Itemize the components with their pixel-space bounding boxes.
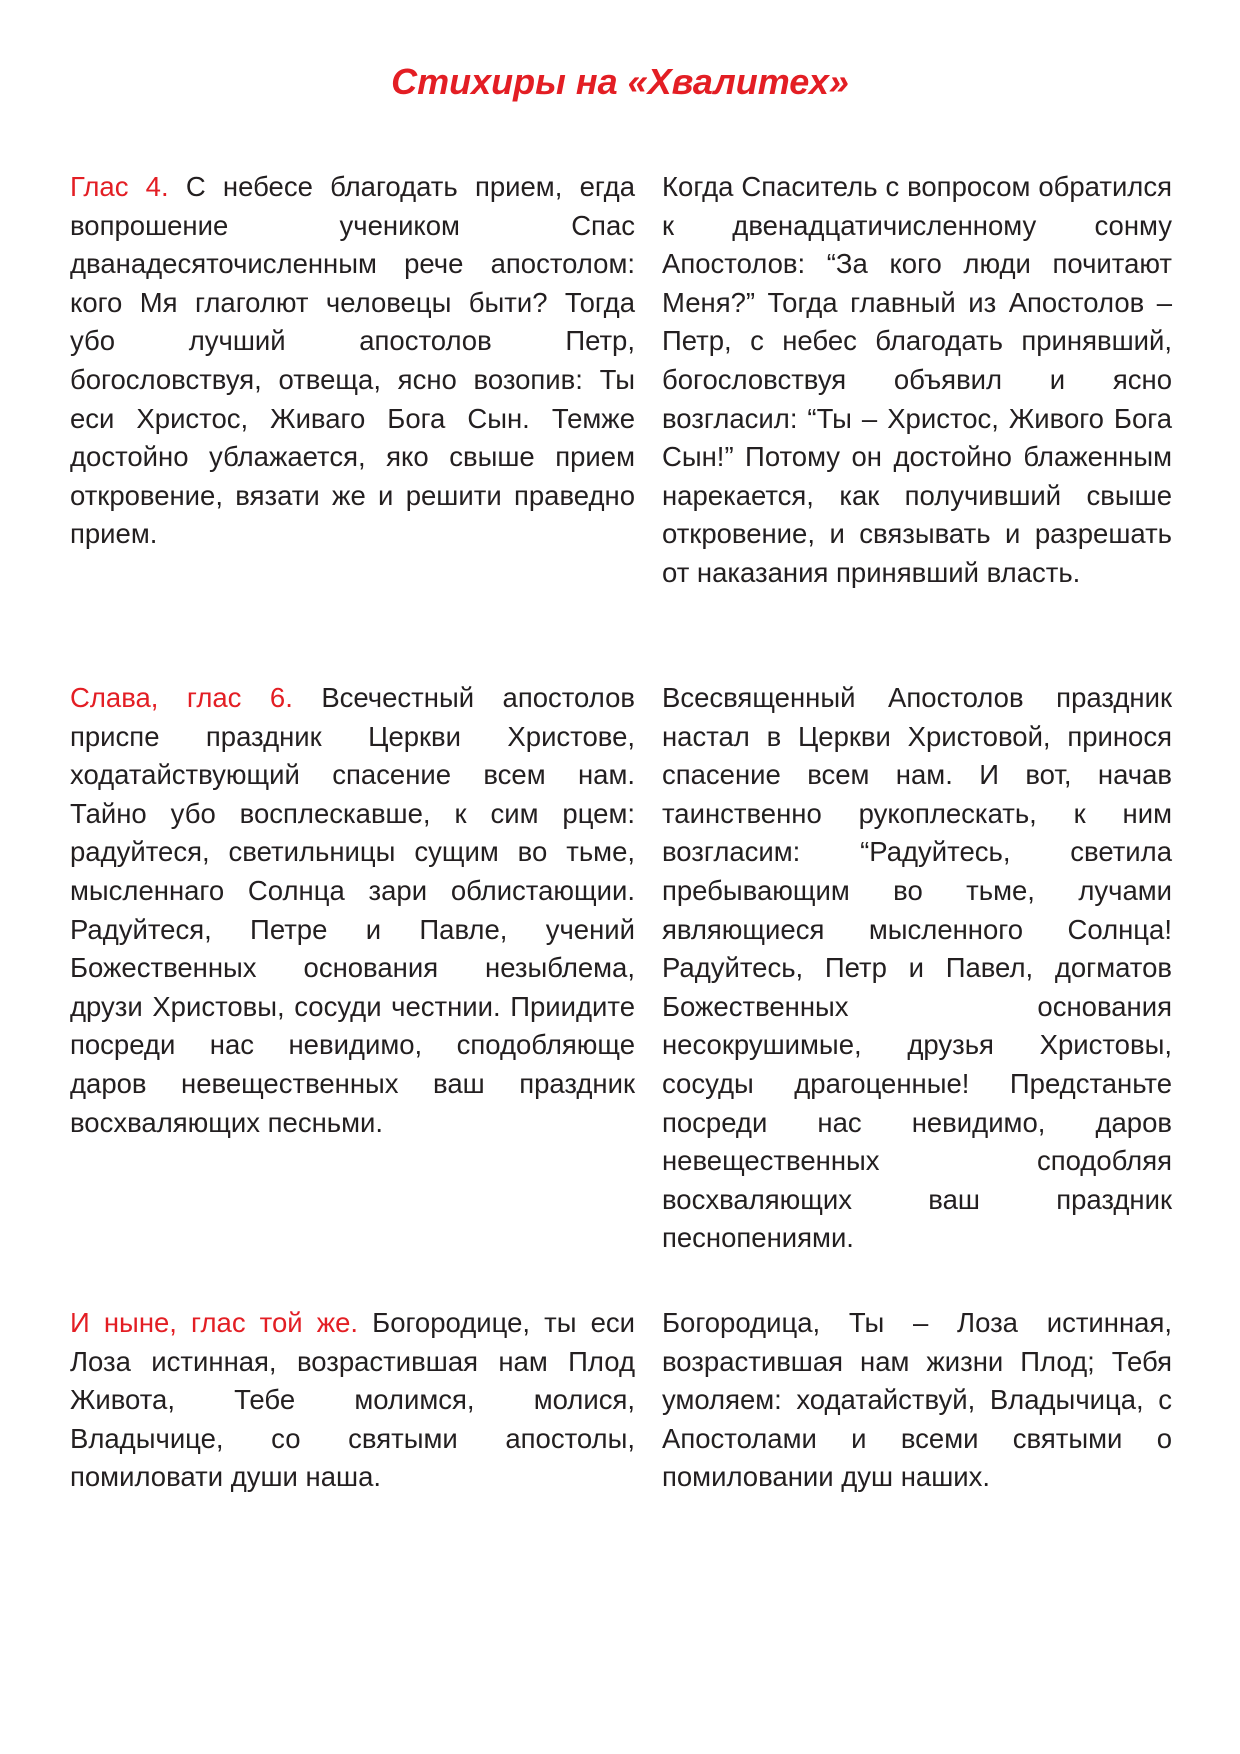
russian-translation: Когда Спаситель с вопросом обратился к двенадцатичисленному сонму Апостолов: “За кого люди почитают Меня?” Тогда главный из Апостолов – Петр, с небес благодать принявший, богословствуя объявил и ясно возгласил: “Ты – Христос, Живого Бога Сын!” Потому он достойно блаженным нарекается, как получивший свыше откровение, и связывать и разрешать от наказания принявший власть.: [662, 171, 1172, 588]
stichera-section-i-nyne: [70, 1304, 1172, 1497]
church-slavonic-text: [70, 679, 635, 1258]
section-heading: Глас 4.: [70, 171, 169, 202]
church-slavonic-text: [70, 1304, 635, 1497]
russian-translation: Всесвященный Апостолов праздник настал в Церкви Христовой, принося спасение всем нам. И вот, начав таинственно рукоплескать, к ним возгласим: “Радуйтесь, светила пребывающим во тьме, лучами являющиеся мысленного Солнца! Радуйтесь, Петр и Павел, догматов Божественных основания несокрушимые, друзья Христовы, сосуды драгоценные! Предстаньте посреди нас невидимо, даров невещественных сподобляя восхваляющих ваш праздник песнопениями.: [662, 682, 1172, 1254]
church-slavonic-text: [70, 168, 635, 593]
russian-translation: Богородица, Ты – Лоза истинная, возрастившая нам жизни Плод; Тебя умоляем: ходатайствуй, Владычица, с Апостолами и всеми святыми о помиловании душ наших.: [662, 1307, 1172, 1493]
stichera-section-glas-4: [70, 168, 1172, 593]
section-heading: Слава, глас 6.: [70, 682, 293, 713]
church-slavonic-body: Всечестный апостолов приспе праздник Церкви Христове, ходатайствующий спасение всем нам. Тайно убо восплескавше, к сим рцем: радуйтеся, светильницы сущим во тьме, мысленнаго Солнца зари облистающии. Радуйтеся, Петре и Павле, учений Божественных основания незыблема, друзи Христовы, сосуди честнии. Приидите посреди нас невидимо, сподобляюще даров невещественных ваш праздник восхваляющих песньми.: [70, 682, 636, 1138]
stichera-section-slava: [70, 679, 1172, 1258]
section-heading: И ныне, глас той же.: [70, 1307, 359, 1338]
page-title: Стихиры на «Хвалитех»: [391, 61, 849, 102]
church-slavonic-body: С небесе благодать прием, егда вопрошение учеником Спас дванадесяточисленным рече апостолом: кого Мя глаголют человецы быти? Тогда убо лучший апостолов Петр, богословствуя, отвеща, ясно возопив: Ты еси Христос, Живаго Бога Сын. Темже достойно ублажается, яко свыше прием откровение, вязати же и решити праведно прием.: [70, 171, 636, 550]
church-slavonic-body: Богородице, ты еси Лоза истинная, возрастившая нам Плод Живота, Тебе молимся, молися, Владычице, со святыми апостолы, помиловати души наша.: [70, 1307, 635, 1493]
